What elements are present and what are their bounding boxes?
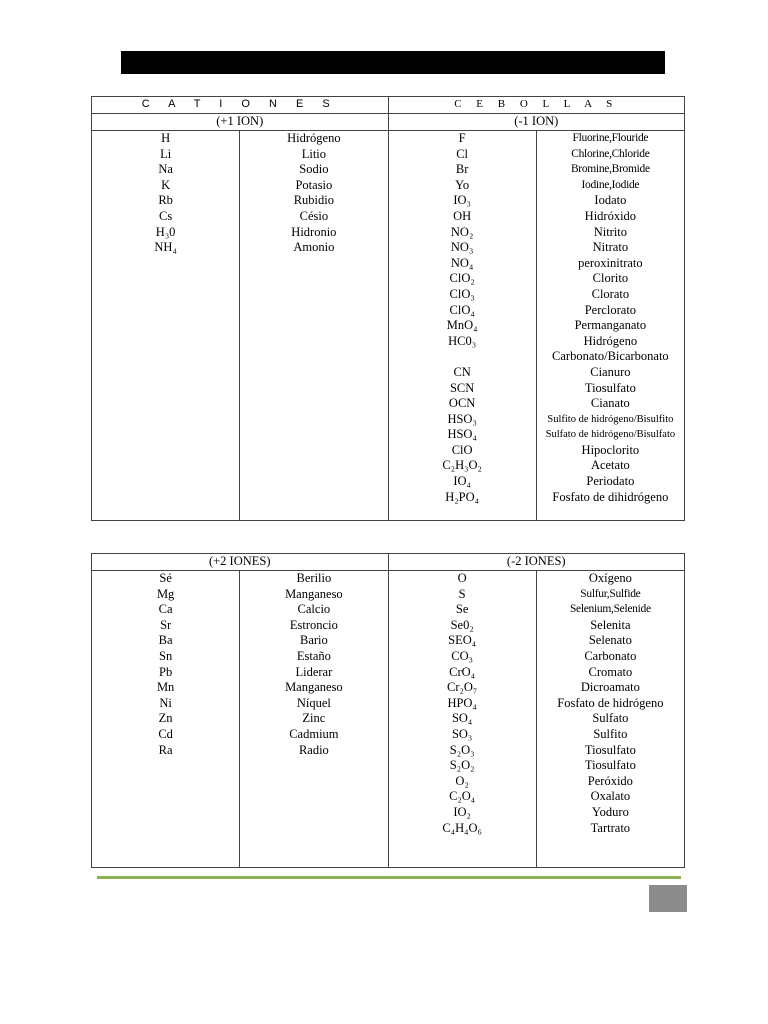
ion-name: Sulfur,Sulfide [580, 587, 641, 600]
ion-name: Liderar [295, 664, 333, 679]
ion-name: peroxinitrato [578, 255, 643, 270]
ion-name: Cadmium [289, 726, 339, 741]
ion-symbol: SO₃ [451, 726, 473, 741]
ion-name: Clorito [592, 271, 629, 286]
anion-name-column [536, 571, 684, 868]
ion-name: Iodine,Iodide [581, 178, 640, 191]
ion-symbol: Cs [159, 208, 173, 223]
cation-name-column [240, 571, 388, 868]
ion-name: Níquel [296, 695, 331, 710]
ion-symbol: ClO₂ [449, 271, 475, 286]
ion-symbol: C₂H₃O₂ [442, 458, 482, 473]
ion-symbol: Sn [159, 648, 173, 663]
page-number-box [649, 885, 687, 912]
anion-symbol-column [388, 131, 536, 521]
ion-symbol: C₄H₄O₆ [442, 820, 482, 835]
footer-green-rule [97, 876, 681, 879]
ion-symbol: Ca [158, 602, 173, 617]
ion-name: Radio [298, 742, 329, 757]
ion-symbol: NO₃ [450, 240, 474, 255]
ion-name: Clorato [591, 286, 630, 301]
ion-name: Chlorine,Chloride [571, 147, 650, 160]
ion-symbol [389, 349, 536, 365]
ion-name: Carbonato [584, 648, 637, 663]
anion-symbol-column [388, 571, 536, 868]
ion-symbol: CN [453, 364, 471, 379]
ion-name: Sulfato de hidrógeno/Bisulfato [545, 429, 676, 441]
ion-name: Manganeso [285, 586, 343, 601]
anions-heading: C E B O L L A S [388, 97, 685, 114]
ion-name: Estaño [296, 648, 331, 663]
ion-symbol: H₃0 [155, 224, 176, 239]
cation-charge-label: (+2 IONES) [92, 554, 389, 571]
ion-symbol: CO₃ [451, 648, 473, 663]
ion-symbol: HSO₄ [447, 427, 477, 442]
cation-charge-label: (+1 ION) [92, 114, 389, 131]
ion-name: Permanganato [574, 318, 647, 333]
table-title-row [92, 97, 685, 114]
ion-symbol: C₂O₄ [449, 789, 476, 804]
ion-name: Potasio [295, 177, 333, 192]
ion-name: Yoduro [591, 804, 629, 819]
ion-name: Hidróxido [584, 208, 637, 223]
ion-name: Hidrógeno [583, 333, 638, 348]
ion-symbol: H₂PO₄ [445, 489, 479, 504]
ion-name: Bromine,Bromide [570, 163, 650, 176]
ion-name: Estroncio [289, 617, 338, 632]
ion-symbol: SO₄ [451, 711, 473, 726]
monovalent-ions-table [91, 96, 685, 521]
cations-heading: C A T I O N E S [92, 97, 389, 114]
anion-charge-label: (-1 ION) [388, 114, 685, 131]
ion-name: Oxígeno [588, 571, 632, 585]
ion-name: Acetato [590, 458, 630, 473]
ion-symbol: Ni [159, 695, 172, 710]
ion-name: Berilio [296, 571, 332, 585]
ion-name: Oxalato [590, 789, 631, 804]
ion-symbol: ClO₄ [449, 302, 475, 317]
ion-symbol: O₂ [455, 773, 469, 788]
ion-symbol: Ra [158, 742, 173, 757]
charge-row [92, 114, 685, 131]
ion-symbol: OH [453, 208, 472, 223]
ion-name: Amonio [293, 240, 335, 255]
ion-symbol: Yo [455, 177, 470, 192]
ion-symbol: ClO [451, 442, 473, 457]
ion-name: Hidronio [291, 224, 337, 239]
ion-symbol: NO₂ [450, 224, 474, 239]
anion-charge-label: (-2 IONES) [388, 554, 685, 571]
ion-symbol: S₂O₃ [449, 742, 475, 757]
ion-symbol: Se0₂ [450, 617, 474, 632]
ion-name: Selenium,Selenide [569, 603, 651, 616]
table-body-row [92, 571, 685, 868]
ion-name: Dicroamato [580, 680, 640, 695]
ion-name: Tiosulfato [584, 380, 636, 395]
ion-name: Nitrato [592, 240, 629, 255]
ion-name: Sulfito [593, 726, 628, 741]
ion-name: Nitrito [593, 224, 628, 239]
ion-symbol: CrO₄ [449, 664, 476, 679]
ion-name: Fosfato de hidrógeno [557, 695, 664, 710]
ion-symbol: Pb [159, 664, 173, 679]
ion-symbol: HSO₃ [447, 411, 477, 426]
ion-symbol: Cd [158, 726, 173, 741]
cation-name-column [240, 131, 388, 521]
ion-name: Selenita [590, 617, 631, 632]
ion-symbol: NH₄ [154, 240, 177, 255]
ion-symbol: HPO₄ [447, 695, 477, 710]
ion-symbol: Ba [158, 633, 173, 648]
ion-name: Carbonato/Bicarbonato [552, 349, 669, 364]
ion-symbol: Cl [456, 146, 469, 161]
ion-symbol: IO₃ [453, 193, 471, 208]
ion-symbol: NO₄ [450, 255, 474, 270]
ion-name: Cromato [588, 664, 633, 679]
ion-symbol: Sr [160, 617, 172, 632]
ion-name: Tiosulfato [584, 758, 636, 773]
ion-name: Litio [301, 146, 327, 161]
ion-symbol: SCN [449, 380, 475, 395]
ion-name: Bario [299, 633, 328, 648]
ion-symbol: Na [158, 162, 173, 177]
ion-name: Cianato [590, 396, 630, 411]
cation-symbol-column [92, 131, 240, 521]
ion-name: Zinc [302, 711, 326, 726]
table-body-row [92, 131, 685, 521]
ion-symbol: IO₄ [453, 474, 471, 489]
ion-name: Sodio [299, 162, 329, 177]
ion-symbol: MnO₄ [446, 318, 478, 333]
ion-symbol: IO₂ [453, 804, 471, 819]
ion-symbol: Mn [156, 680, 175, 695]
ion-symbol: HC0₃ [448, 333, 477, 348]
ion-symbol: OCN [448, 396, 476, 411]
cation-symbol-column [92, 571, 240, 868]
header-black-bar [121, 51, 665, 74]
ion-symbol: ClO₃ [449, 286, 475, 301]
ion-name: Hipoclorito [581, 442, 640, 457]
ion-name: Manganeso [285, 680, 343, 695]
ion-symbol: Sé [159, 571, 172, 585]
ion-name: Tiosulfato [584, 742, 636, 757]
divalent-ions-table [91, 553, 685, 868]
charge-row [92, 554, 685, 571]
ion-symbol: K [161, 177, 171, 192]
ion-name: Periodato [586, 474, 635, 489]
ion-name: Césio [299, 208, 329, 223]
ion-name: Rubidio [293, 193, 335, 208]
ion-symbol: Br [455, 162, 469, 177]
ion-name: Hidrógeno [287, 131, 341, 145]
ion-symbol: SEO₄ [448, 633, 477, 648]
ion-symbol: O [457, 571, 467, 585]
ion-symbol: H [161, 131, 171, 145]
ion-name: Sulfito de hidrógeno/Bisulfito [547, 413, 674, 425]
ion-name: Iodato [594, 193, 627, 208]
ion-symbol: Li [160, 146, 172, 161]
ion-name: Fluorine,Flouride [572, 132, 649, 144]
ion-symbol: Rb [158, 193, 173, 208]
ion-symbol: Cr₂O₇ [447, 680, 478, 695]
ion-symbol: S [458, 586, 466, 601]
ion-name: Peróxido [587, 773, 633, 788]
ion-symbol: Zn [158, 711, 173, 726]
ion-name: Perclorato [584, 302, 637, 317]
ion-symbol: Se [455, 602, 469, 617]
ion-name: Cianuro [590, 364, 631, 379]
ion-name: Sulfato [592, 711, 629, 726]
ion-symbol: S₂O₂ [449, 758, 475, 773]
ion-name: Fosfato de dihidrógeno [552, 489, 669, 504]
ion-symbol: F [458, 131, 466, 145]
ion-name: Selenato [588, 633, 632, 648]
ion-symbol: Mg [156, 586, 175, 601]
ion-name: Calcio [297, 602, 331, 617]
anion-name-column [536, 131, 684, 521]
ion-name: Tartrato [590, 820, 631, 835]
